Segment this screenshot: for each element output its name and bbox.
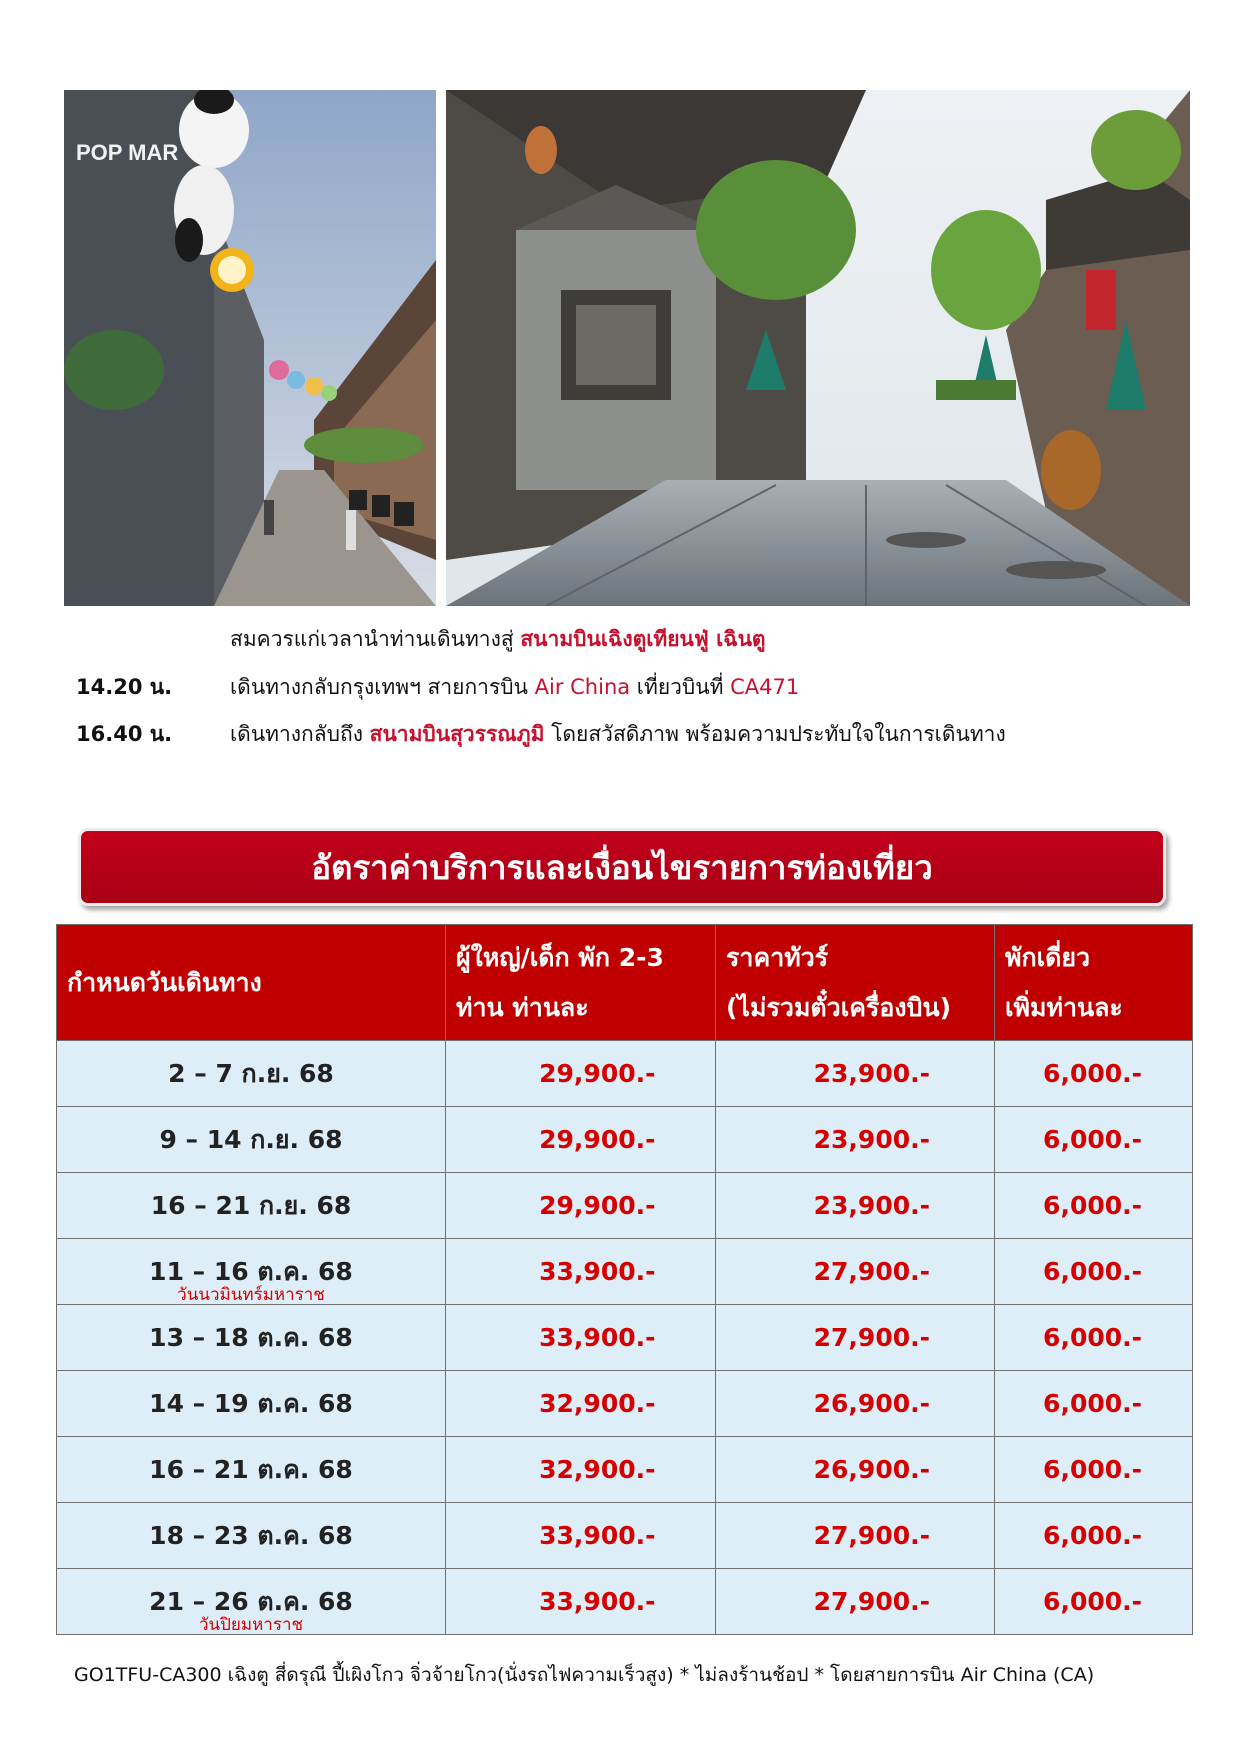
tour-price-cell <box>716 1569 995 1635</box>
price-value: 33,900.- <box>539 1587 656 1616</box>
itinerary-line-1 <box>0 622 1241 656</box>
itinerary-text <box>230 717 1006 751</box>
header-label: พักเดี่ยว <box>1005 942 1091 972</box>
single-supplement-cell: 6,000.- <box>995 1305 1193 1371</box>
single-supplement-cell: 6,000.- <box>995 1239 1193 1305</box>
pricing-banner: อัตราค่าบริการและเงื่อนไขรายการท่องเที่ยว <box>78 828 1166 906</box>
price-value: 29,900.- <box>539 1059 656 1088</box>
single-supplement-cell: 6,000.- <box>995 1173 1193 1239</box>
table-row <box>57 1371 1193 1437</box>
table-row <box>57 1107 1193 1173</box>
header-tour-price <box>716 925 995 1041</box>
date-range: 13 – 18 ต.ค. 68 <box>149 1322 353 1352</box>
header-label: ผู้ใหญ่/เด็ก พัก 2-3 <box>456 942 664 972</box>
date-cell <box>57 1371 446 1437</box>
itinerary-text-part: เที่ยวบินที่ <box>630 675 731 699</box>
single-supplement-cell: 6,000.- <box>995 1503 1193 1569</box>
price-value: 23,900.- <box>813 1125 930 1154</box>
holiday-note: วันนวมินทร์มหาราช <box>177 1285 325 1305</box>
date-cell <box>57 1107 446 1173</box>
header-label: (ไม่รวมตั๋วเครื่องบิน) <box>726 992 951 1022</box>
street-photo-left <box>64 90 436 606</box>
holiday-note: วันปิยมหาราช <box>198 1615 304 1635</box>
single-supplement-cell: 6,000.- <box>995 1569 1193 1635</box>
date-cell <box>57 1041 446 1107</box>
tour-price-cell <box>716 1305 995 1371</box>
header-single-supplement <box>995 925 1193 1041</box>
adult-price-cell <box>446 1041 716 1107</box>
adult-price-cell <box>446 1437 716 1503</box>
header-travel-date <box>57 925 446 1041</box>
date-range: 21 – 26 ต.ค. 68 <box>149 1586 353 1616</box>
table-row <box>57 1569 1193 1635</box>
itinerary-text <box>230 622 766 656</box>
header-label: กำหนดวันเดินทาง <box>67 967 262 997</box>
price-value: 32,900.- <box>539 1389 656 1418</box>
table-row <box>57 1173 1193 1239</box>
itinerary-text-part: เดินทางกลับถึง <box>230 722 370 746</box>
tour-price-cell <box>716 1239 995 1305</box>
itinerary-time: 16.40 น. <box>76 722 173 746</box>
tour-price-cell <box>716 1041 995 1107</box>
date-cell <box>57 1437 446 1503</box>
date-range: 16 – 21 ต.ค. 68 <box>149 1454 353 1484</box>
itinerary-line-2 <box>0 670 1241 704</box>
pop-mart-sign: POP MAR <box>76 140 179 165</box>
price-value: 29,900.- <box>539 1125 656 1154</box>
itinerary-text-part: สมควรแก่เวลานำท่านเดินทางสู่ <box>230 627 521 651</box>
header-label: ท่าน ท่านละ <box>456 992 589 1022</box>
itinerary-text <box>230 670 799 704</box>
price-value: 33,900.- <box>539 1521 656 1550</box>
itinerary-time: 14.20 น. <box>76 675 173 699</box>
price-value: 27,900.- <box>813 1587 930 1616</box>
date-range: 16 – 21 ก.ย. 68 <box>150 1190 352 1220</box>
single-supplement-cell: 6,000.- <box>995 1371 1193 1437</box>
itinerary-text-part: โดยสวัสดิภาพ พร้อมความประทับใจในการเดินทาง <box>544 722 1006 746</box>
itinerary-line-3 <box>0 717 1241 751</box>
street-photo-right <box>446 90 1190 606</box>
header-adult-price <box>446 925 716 1041</box>
price-value: 23,900.- <box>813 1059 930 1088</box>
footer-tour-code: GO1TFU-CA300 เฉิงตู สี่ดรุณี ปี้เผิงโกว จิ่วจ้ายโกว(นั่งรถไฟความเร็วสูง) * ไม่ลงร้านช้อป * โดยสายการบิน Air China (CA) <box>74 1664 1095 1686</box>
tour-price-cell <box>716 1437 995 1503</box>
adult-price-cell <box>446 1107 716 1173</box>
date-cell <box>57 1305 446 1371</box>
arrival-airport: สนามบินสุวรรณภูมิ <box>369 722 545 746</box>
date-cell <box>57 1239 446 1305</box>
price-value: 32,900.- <box>539 1455 656 1484</box>
price-value: 27,900.- <box>813 1521 930 1550</box>
price-value: 33,900.- <box>539 1323 656 1352</box>
date-range: 2 – 7 ก.ย. 68 <box>168 1058 334 1088</box>
price-value: 29,900.- <box>539 1191 656 1220</box>
date-range: 18 – 23 ต.ค. 68 <box>149 1520 353 1550</box>
itinerary-text-part: เดินทางกลับกรุงเทพฯ สายการบิน <box>230 675 535 699</box>
table-row <box>57 1305 1193 1371</box>
date-cell <box>57 1503 446 1569</box>
table-row <box>57 1239 1193 1305</box>
adult-price-cell <box>446 1173 716 1239</box>
date-range: 11 – 16 ต.ค. 68 <box>149 1256 353 1286</box>
price-value: 26,900.- <box>813 1455 930 1484</box>
tour-price-cell <box>716 1173 995 1239</box>
single-supplement-cell: 6,000.- <box>995 1107 1193 1173</box>
date-cell <box>57 1173 446 1239</box>
price-value: 27,900.- <box>813 1257 930 1286</box>
table-row <box>57 1041 1193 1107</box>
price-value: 26,900.- <box>813 1389 930 1418</box>
tour-price-cell <box>716 1503 995 1569</box>
tour-price-cell <box>716 1371 995 1437</box>
date-range: 14 – 19 ต.ค. 68 <box>149 1388 353 1418</box>
date-range: 9 – 14 ก.ย. 68 <box>159 1124 343 1154</box>
adult-price-cell <box>446 1239 716 1305</box>
flight-number: CA471 <box>730 675 800 699</box>
airline-name: Air China <box>534 675 631 699</box>
adult-price-cell <box>446 1503 716 1569</box>
table-header-row <box>57 925 1193 1041</box>
single-supplement-cell: 6,000.- <box>995 1041 1193 1107</box>
adult-price-cell <box>446 1371 716 1437</box>
price-value: 27,900.- <box>813 1323 930 1352</box>
header-label: เพิ่มท่านละ <box>1005 992 1123 1022</box>
table-row <box>57 1503 1193 1569</box>
single-supplement-cell: 6,000.- <box>995 1437 1193 1503</box>
destination-airport: สนามบินเฉิงตูเทียนฟู่ เฉินตู <box>520 627 766 651</box>
price-table <box>56 924 1193 1635</box>
date-cell <box>57 1569 446 1635</box>
adult-price-cell <box>446 1305 716 1371</box>
price-value: 23,900.- <box>813 1191 930 1220</box>
adult-price-cell <box>446 1569 716 1635</box>
tour-price-cell <box>716 1107 995 1173</box>
table-row <box>57 1437 1193 1503</box>
price-value: 33,900.- <box>539 1257 656 1286</box>
header-label: ราคาทัวร์ <box>726 942 829 972</box>
